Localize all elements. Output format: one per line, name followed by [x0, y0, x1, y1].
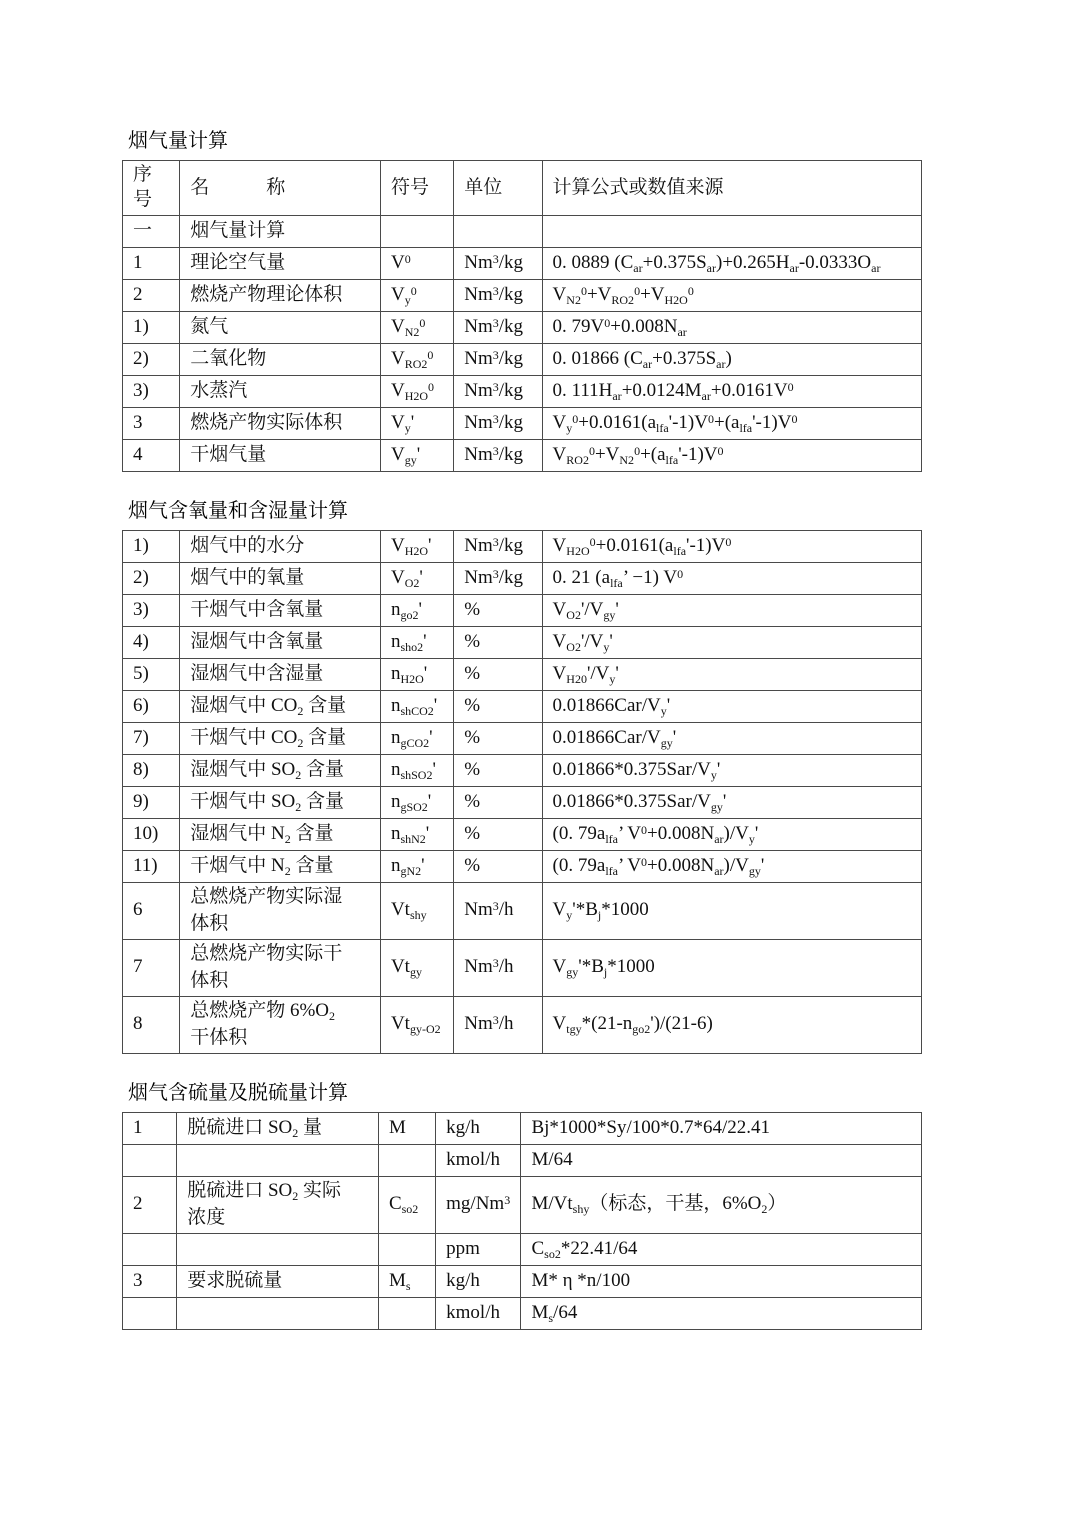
unit-cell: Nm$^3$/h	[454, 883, 542, 940]
unit-cell: %	[454, 755, 542, 787]
row-no-cell: 9)	[123, 787, 180, 819]
unit-cell: Nm$^3$/h	[454, 939, 542, 996]
table-row	[123, 1233, 922, 1265]
unit-cell: ppm	[436, 1233, 521, 1265]
unit-cell: %	[454, 851, 542, 883]
unit-cell: Nm$^3$/kg	[454, 280, 542, 312]
unit-cell: %	[454, 659, 542, 691]
unit-cell: Nm$^3$/kg	[454, 563, 542, 595]
name-cell: 湿烟气中 $N_2$ 含量	[180, 819, 381, 851]
name-cell: 理论空气量	[180, 248, 381, 280]
formula-cell: $M/Vt_{shy}$（标态，干基，$6\%O_2$）	[521, 1176, 922, 1233]
symbol-cell: $n_{gSO2}'$	[380, 787, 453, 819]
table-row	[123, 1265, 922, 1297]
name-cell: 干烟气中 $N_2$ 含量	[180, 851, 381, 883]
unit-cell: Nm$^3$/kg	[454, 408, 542, 440]
name-cell: 烟气量计算	[180, 216, 381, 248]
formula-cell	[542, 216, 921, 248]
table-row	[123, 1144, 922, 1176]
row-no-cell: 4)	[123, 627, 180, 659]
formula-cell: $V_{tgy}*(21-n_{go2}')/(21-6)$	[542, 996, 921, 1053]
name-cell: 干烟气量	[180, 440, 381, 472]
name-cell	[177, 1297, 379, 1329]
table-row	[123, 1176, 922, 1233]
formula-cell: $C_{so2}*22.41/64$	[521, 1233, 922, 1265]
name-cell: 水蒸汽	[180, 376, 381, 408]
formula-cell: 0. 21 ($a_{lfa}$’ −1) $V^0$	[542, 563, 921, 595]
row-no-cell: 3	[123, 1265, 177, 1297]
row-no-cell: 8)	[123, 755, 180, 787]
table-row	[123, 280, 922, 312]
header-cell-unit: 单位	[454, 161, 542, 216]
table-row	[123, 440, 922, 472]
section2-title: 烟气含氧量和含湿量计算	[128, 500, 348, 522]
name-cell: 燃烧产物理论体积	[180, 280, 381, 312]
table-row	[123, 996, 922, 1053]
formula-cell: $V_{H20}'/V_y'$	[542, 659, 921, 691]
table-row	[123, 787, 922, 819]
symbol-cell: $M_s$	[378, 1265, 435, 1297]
row-no-cell	[123, 1233, 177, 1265]
formula-cell: (0. $79a_{lfa}$’ $V^0+0.008N_{ar})/V_{gy}'$	[542, 851, 921, 883]
name-cell: 总燃烧产物实际干 体积	[180, 939, 381, 996]
formula-cell: Bj*1000*Sy/100*0.7*64/22.41	[521, 1112, 922, 1144]
row-no-cell: 2	[123, 1176, 177, 1233]
unit-cell: Nm$^3$/kg	[454, 344, 542, 376]
table-row	[123, 1112, 922, 1144]
section1-title: 烟气量计算	[128, 130, 228, 152]
row-no-cell: 1)	[123, 531, 180, 563]
row-no-cell: 7	[123, 939, 180, 996]
symbol-cell: $V_{H2O}^0$	[380, 376, 453, 408]
table-row	[123, 563, 922, 595]
symbol-cell: $V_{RO2}^0$	[380, 344, 453, 376]
symbol-cell: $V_y'$	[380, 408, 453, 440]
symbol-cell: $n_{shCO2}'$	[380, 691, 453, 723]
symbol-cell	[378, 1233, 435, 1265]
name-cell: 烟气中的水分	[180, 531, 381, 563]
symbol-cell: $n_{shSO2}'$	[380, 755, 453, 787]
symbol-cell: $n_{H2O}'$	[380, 659, 453, 691]
name-cell	[177, 1233, 379, 1265]
table-row	[123, 531, 922, 563]
formula-cell: $V_y^0+0.0161(a_{lfa}'-1)V^0+(a_{lfa}'-1)V^0$	[542, 408, 921, 440]
unit-cell: Nm$^3$/h	[454, 996, 542, 1053]
unit-cell: Nm$^3$/kg	[454, 376, 542, 408]
table-row	[123, 939, 922, 996]
table-row	[123, 851, 922, 883]
table-row	[123, 408, 922, 440]
formula-cell: $0.01866*0.375Sar/V_{gy}'$	[542, 787, 921, 819]
row-no-cell: 11)	[123, 851, 180, 883]
row-no-cell: 6)	[123, 691, 180, 723]
flue-gas-volume-table	[122, 160, 922, 472]
symbol-cell	[378, 1144, 435, 1176]
table-row	[123, 659, 922, 691]
symbol-cell: $Vt_{shy}$	[380, 883, 453, 940]
name-cell: 湿烟气中 $CO_2$ 含量	[180, 691, 381, 723]
name-cell: 湿烟气中含湿量	[180, 659, 381, 691]
symbol-cell: M	[378, 1112, 435, 1144]
symbol-cell: $C_{so2}$	[378, 1176, 435, 1233]
symbol-cell	[380, 216, 453, 248]
formula-cell: $V_{RO2}^0+V_{N2}^0+(a_{lfa}'-1)V^0$	[542, 440, 921, 472]
symbol-cell: $V^0$	[380, 248, 453, 280]
section3-title: 烟气含硫量及脱硫量计算	[128, 1081, 348, 1104]
symbol-cell: $V_{H2O}'$	[380, 531, 453, 563]
table-row	[123, 1297, 922, 1329]
name-cell: 烟气中的氧量	[180, 563, 381, 595]
formula-cell: 0. $111H_{ar}+0.0124M_{ar}+0.0161V^0$	[542, 376, 921, 408]
header-cell-formula: 计算公式或数值来源	[542, 161, 921, 216]
symbol-cell: $Vt_{gy}$	[380, 939, 453, 996]
formula-cell: $0.01866Car/V_y'$	[542, 691, 921, 723]
formula-cell: $V_{N2}^0+V_{RO2}^0+V_{H2O}^0$	[542, 280, 921, 312]
row-no-cell: 1)	[123, 312, 180, 344]
name-cell: 湿烟气中含氧量	[180, 627, 381, 659]
unit-cell: mg/Nm$^3$	[436, 1176, 521, 1233]
unit-cell: kg/h	[436, 1112, 521, 1144]
symbol-cell: $Vt_{gy-O2}$	[380, 996, 453, 1053]
unit-cell: %	[454, 723, 542, 755]
table-row	[123, 755, 922, 787]
row-no-cell	[123, 1297, 177, 1329]
formula-cell: M/64	[521, 1144, 922, 1176]
formula-cell: 0. 01866 $(C_{ar}+0.375S_{ar})$	[542, 344, 921, 376]
unit-cell: Nm$^3$/kg	[454, 248, 542, 280]
symbol-cell: $V_{O2}'$	[380, 563, 453, 595]
symbol-cell: $n_{gN2}'$	[380, 851, 453, 883]
name-cell: 干烟气中 $SO_2$ 含量	[180, 787, 381, 819]
symbol-cell: $n_{sho2}'$	[380, 627, 453, 659]
unit-cell: %	[454, 627, 542, 659]
table-row	[123, 723, 922, 755]
row-no-cell: 一	[123, 216, 180, 248]
symbol-cell	[378, 1297, 435, 1329]
unit-cell: kmol/h	[436, 1144, 521, 1176]
header-cell-name: 名 称	[180, 161, 381, 216]
symbol-cell: $n_{shN2}'$	[380, 819, 453, 851]
table-row	[123, 376, 922, 408]
formula-cell: $V_{O2}'/V_{gy}'$	[542, 595, 921, 627]
symbol-cell: $V_{gy}'$	[380, 440, 453, 472]
formula-cell: 0. $79V^0+0.008N_{ar}$	[542, 312, 921, 344]
row-no-cell: 5)	[123, 659, 180, 691]
table-row	[123, 344, 922, 376]
symbol-cell: $V_{N2}^0$	[380, 312, 453, 344]
unit-cell: %	[454, 691, 542, 723]
unit-cell: %	[454, 819, 542, 851]
formula-cell: $M_s/64$	[521, 1297, 922, 1329]
symbol-cell: $V_y^0$	[380, 280, 453, 312]
row-no-cell: 3	[123, 408, 180, 440]
unit-cell	[454, 216, 542, 248]
name-cell	[177, 1144, 379, 1176]
table-row	[123, 216, 922, 248]
row-no-cell: 3)	[123, 376, 180, 408]
formula-cell: $V_{O2}'/V_y'$	[542, 627, 921, 659]
name-cell: 脱硫进口 $SO_2$ 量	[177, 1112, 379, 1144]
formula-cell: $0.01866Car/V_{gy}'$	[542, 723, 921, 755]
row-no-cell: 10)	[123, 819, 180, 851]
formula-cell: $V_{gy}'*B_j*1000$	[542, 939, 921, 996]
row-no-cell	[123, 1144, 177, 1176]
name-cell: 氮气	[180, 312, 381, 344]
name-cell: 总燃烧产物实际湿 体积	[180, 883, 381, 940]
formula-cell: $0.01866*0.375Sar/V_y'$	[542, 755, 921, 787]
table-row	[123, 248, 922, 280]
name-cell: 燃烧产物实际体积	[180, 408, 381, 440]
table-row	[123, 819, 922, 851]
oxygen-moisture-table	[122, 530, 922, 1054]
name-cell: 要求脱硫量	[177, 1265, 379, 1297]
formula-cell: $V_y'*B_j*1000$	[542, 883, 921, 940]
header-row	[123, 161, 922, 216]
name-cell: 干烟气中含氧量	[180, 595, 381, 627]
unit-cell: kmol/h	[436, 1297, 521, 1329]
row-no-cell: 6	[123, 883, 180, 940]
name-cell: 干烟气中 $CO_2$ 含量	[180, 723, 381, 755]
header-cell-no: 序 号	[123, 161, 180, 216]
name-cell: 总燃烧产物 $6\%O_2$ 干体积	[180, 996, 381, 1053]
unit-cell: %	[454, 595, 542, 627]
unit-cell: Nm$^3$/kg	[454, 440, 542, 472]
table-row	[123, 312, 922, 344]
formula-cell: 0. 0889 $(C_{ar}+0.375S_{ar})+0.265H_{ar}-0.0333O_{ar}$	[542, 248, 921, 280]
header-cell-symbol: 符号	[380, 161, 453, 216]
formula-cell: M* η *n/100	[521, 1265, 922, 1297]
unit-cell: Nm$^3$/kg	[454, 312, 542, 344]
table-row	[123, 691, 922, 723]
symbol-cell: $n_{go2}'$	[380, 595, 453, 627]
formula-cell: $V_{H2O}^0+0.0161(a_{lfa}'-1)V^0$	[542, 531, 921, 563]
row-no-cell: 1	[123, 248, 180, 280]
symbol-cell: $n_{gCO2}'$	[380, 723, 453, 755]
name-cell: 湿烟气中 $SO_2$ 含量	[180, 755, 381, 787]
unit-cell: %	[454, 787, 542, 819]
unit-cell: kg/h	[436, 1265, 521, 1297]
row-no-cell: 3)	[123, 595, 180, 627]
table-row	[123, 627, 922, 659]
row-no-cell: 2)	[123, 563, 180, 595]
formula-cell: (0. $79a_{lfa}$’ $V^0+0.008N_{ar})/V_y'$	[542, 819, 921, 851]
table-row	[123, 883, 922, 940]
name-cell: 二氧化物	[180, 344, 381, 376]
row-no-cell: 7)	[123, 723, 180, 755]
row-no-cell: 8	[123, 996, 180, 1053]
row-no-cell: 4	[123, 440, 180, 472]
name-cell: 脱硫进口 $SO_2$ 实际 浓度	[177, 1176, 379, 1233]
row-no-cell: 2	[123, 280, 180, 312]
unit-cell: Nm$^3$/kg	[454, 531, 542, 563]
row-no-cell: 2)	[123, 344, 180, 376]
table-row	[123, 595, 922, 627]
row-no-cell: 1	[123, 1112, 177, 1144]
sulfur-desulfurization-table	[122, 1112, 922, 1330]
